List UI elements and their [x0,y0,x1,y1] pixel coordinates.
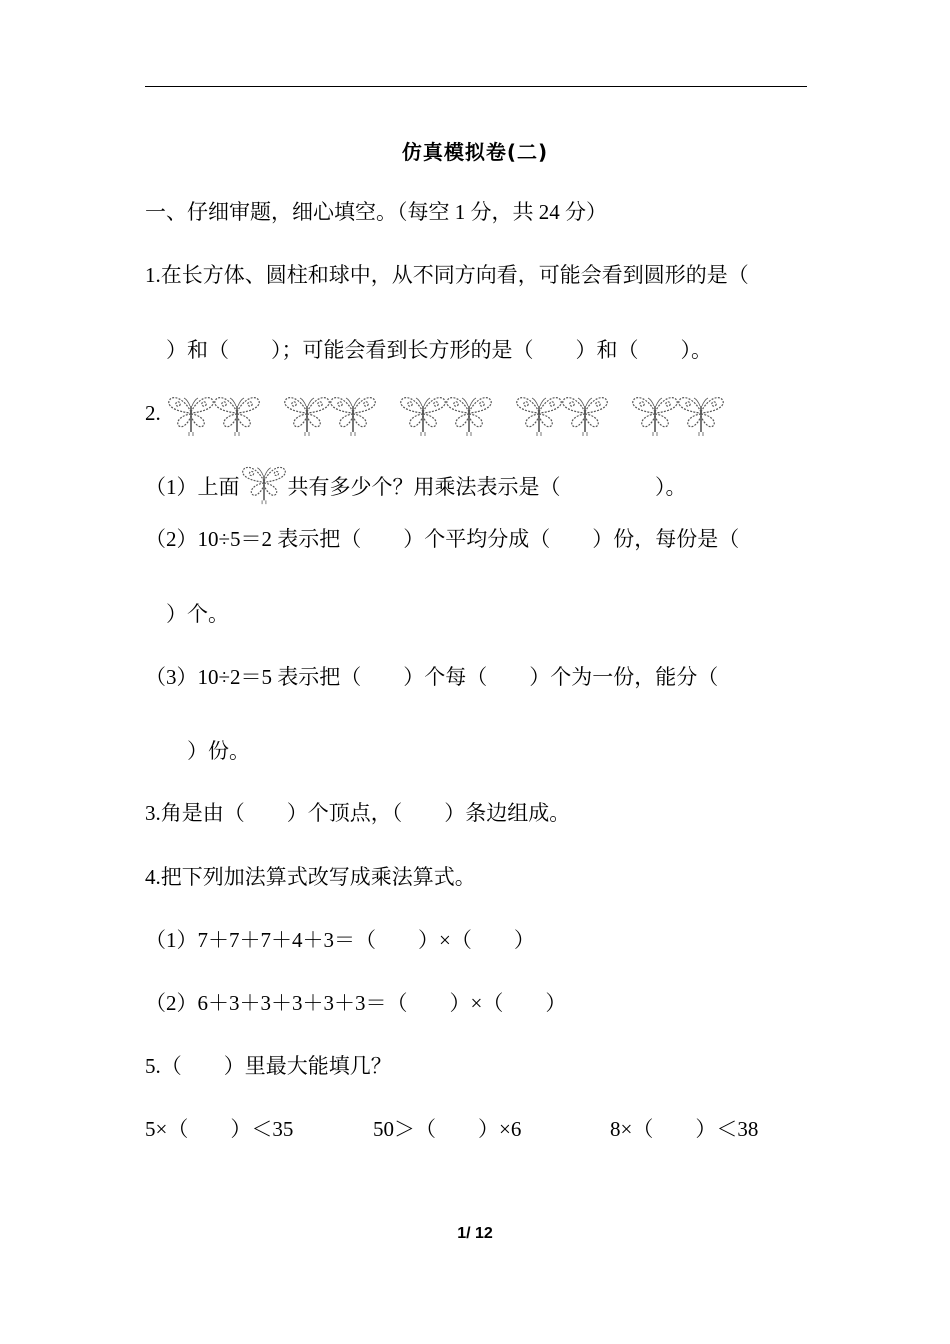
butterfly-icon [676,392,726,440]
butterfly-icon [212,392,262,440]
q4-sub1: （1）7＋7＋7＋4＋3＝（ ）×（ ） [145,928,535,952]
q5-text: 5.（ ）里最大能填几？ [145,1054,392,1078]
butterfly-icon [630,392,680,440]
butterfly-icon [166,392,216,440]
section-heading: 一、仔细审题，细心填空。（每空 1 分，共 24 分） [145,200,607,224]
page-title: 仿真模拟卷(二) [401,140,549,164]
page-number: 1/ 12 [457,1225,493,1242]
q5-item-2: 50＞（ ）×6 [373,1117,522,1141]
butterfly-icon [514,392,564,440]
q4-text: 4.把下列加法算式改写成乘法算式。 [145,865,476,889]
butterfly-icon [560,392,610,440]
q2-sub3-line2: ）份。 [145,739,250,763]
q1-line1: 1.在长方体、圆柱和球中，从不同方向看，可能会看到圆形的是（ [145,263,749,287]
butterfly-icon [444,392,494,440]
butterfly-icon [282,392,332,440]
butterfly-icon [240,462,288,508]
q2-sub1-question: 共有多少个？用乘法表示是（ ）。 [287,475,687,499]
header-rule [145,86,807,87]
q2-sub2-line1: （2）10÷5＝2 表示把（ ）个平均分成（ ）份，每份是（ [145,527,740,551]
q2-sub1-prefix: （1）上面 [145,475,240,499]
q3-text: 3.角是由（ ）个顶点，（ ）条边组成。 [145,801,571,825]
butterfly-icon [328,392,378,440]
q2-sub1 [145,462,687,508]
q2-number: 2. [145,401,161,425]
q5-item-1: 5×（ ）＜35 [145,1117,294,1141]
q1-line2: ）和（ ）；可能会看到长方形的是（ ）和（ ）。 [145,338,712,362]
q4-sub2: （2）6＋3＋3＋3＋3＋3＝（ ）×（ ） [145,991,567,1015]
q5-item-3: 8×（ ）＜38 [610,1117,759,1141]
q2-sub2-line2: ）个。 [145,602,229,626]
butterfly-groups [166,392,726,440]
butterfly-icon [398,392,448,440]
q2-sub3-line1: （3）10÷2＝5 表示把（ ）个每（ ）个为一份，能分（ [145,665,719,689]
